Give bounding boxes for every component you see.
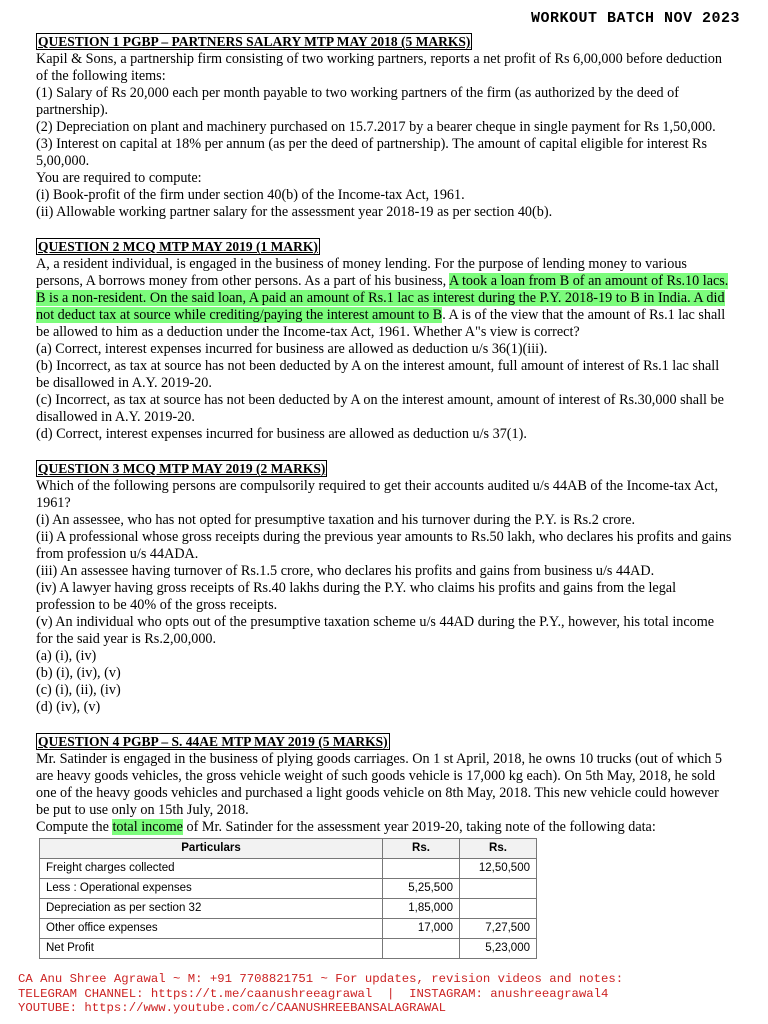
table-row (40, 859, 537, 879)
column-header-particulars: Particulars (40, 839, 383, 859)
footer-contact-line: CA Anu Shree Agrawal ~ M: +91 7708821751 ~ For updates, revision videos and notes: (18, 972, 624, 986)
q4-compute-end: of Mr. Satinder for the assessment year 2019-20, taking note of the following data: (182, 819, 656, 835)
table-cell: 5,23,000 (460, 939, 537, 959)
question-4-heading: QUESTION 4 PGBP – S. 44AE MTP MAY 2019 (5 MARKS) (38, 734, 388, 749)
q1-line: You are required to compute: (36, 170, 202, 186)
q3-option: (c) (i), (ii), (iv) (36, 682, 121, 698)
table-cell (460, 879, 537, 899)
page-header-title: WORKOUT BATCH NOV 2023 (530, 10, 740, 27)
table-cell: 1,85,000 (383, 899, 460, 919)
question-1-heading: QUESTION 1 PGBP – PARTNERS SALARY MTP MAY 2018 (5 MARKS) (38, 34, 471, 49)
table-header-row (40, 839, 537, 859)
document-body (36, 33, 734, 959)
q2-option: (b) Incorrect, as tax at source has not been deducted by A on the interest amount, full amount of interest of Rs.1 lac shall be disallowed in A.Y. 2019-20. (36, 358, 720, 391)
q2-intro (36, 256, 734, 341)
table-row (40, 939, 537, 959)
q1-line: Kapil & Sons, a partnership firm consisting of two working partners, reports a net profit of Rs 6,00,000 before deduction of the following items: (36, 51, 722, 84)
q4-intro: Mr. Satinder is engaged in the business of plying goods carriages. On 1 st April, 2018, he owns 10 trucks (out of which 5 are heavy goods vehicles, the gross vehicle weight of such goods vehicle is 17,000 kg each). On 5th May, 2018, he sold one of the heavy goods vehicles and purchased a light goods vehicle on 8th May, 2018. This new vehicle could however be put to use only on 15th July, 2018. (36, 751, 723, 818)
table-row (40, 879, 537, 899)
q3-line: (v) An individual who opts out of the presumptive taxation scheme u/s 44AD during the P.Y., however, his total income for the said year is Rs.2,00,000. (36, 614, 715, 647)
q4-compute (36, 819, 734, 836)
table-cell (383, 859, 460, 879)
q2-intro-start: A, a resident individual, is engaged in the business of money lending. For the purpose of lending money to various persons, A borrows money from other persons. As a part of his business, (36, 256, 687, 289)
question-1 (36, 33, 734, 221)
question-3 (36, 460, 734, 716)
q2-intro-end: . A is of the view that the amount of Rs.1 lac shall be allowed to him as a deduction under the Income-tax Act, 1961. Whether A"s view is correct? (36, 307, 726, 340)
q3-option: (b) (i), (iv), (v) (36, 665, 121, 681)
question-2-heading: QUESTION 2 MCQ MTP MAY 2019 (1 MARK) (38, 239, 318, 254)
question-3-heading: QUESTION 3 MCQ MTP MAY 2019 (2 MARKS) (38, 461, 326, 476)
table-cell (383, 939, 460, 959)
q3-line: Which of the following persons are compulsorily required to get their accounts audited u/s 44AB of the Income-tax Act, 1961? (36, 478, 718, 511)
table-cell: 12,50,500 (460, 859, 537, 879)
footer-youtube-line: YOUTUBE: https://www.youtube.com/c/CAANUSHREEBANSALAGRAWAL (18, 1001, 447, 1015)
q3-line: (iii) An assessee having turnover of Rs.1.5 crore, who declares his profits and gains from business u/s 44AD. (36, 563, 655, 579)
q3-option: (a) (i), (iv) (36, 648, 97, 664)
q2-option: (d) Correct, interest expenses incurred for business are allowed as deduction u/s 37(1). (36, 426, 527, 442)
question-2 (36, 238, 734, 443)
q3-option: (d) (iv), (v) (36, 699, 101, 715)
table-row (40, 899, 537, 919)
q1-line: (ii) Allowable working partner salary for the assessment year 2018-19 as per section 40(b). (36, 204, 553, 220)
table-cell: 7,27,500 (460, 919, 537, 939)
question-4 (36, 733, 734, 959)
table-cell: Net Profit (40, 939, 383, 959)
q3-line: (ii) A professional whose gross receipts during the previous year amounts to Rs.50 lakh, who declares his profits and gains from profession u/s 44ADA. (36, 529, 732, 562)
q1-line: (3) Interest on capital at 18% per annum (as per the deed of partnership). The amount of capital eligible for interest Rs 5,00,000. (36, 136, 708, 169)
table-cell: 17,000 (383, 919, 460, 939)
table-cell: Depreciation as per section 32 (40, 899, 383, 919)
q1-line: (i) Book-profit of the firm under section 40(b) of the Income-tax Act, 1961. (36, 187, 465, 203)
footer-social-line: TELEGRAM CHANNEL: https://t.me/caanushreeagrawal | INSTAGRAM: anushreeagrawal4 (18, 986, 609, 1001)
q4-highlighted-text: total income (112, 819, 183, 835)
q1-line: (2) Depreciation on plant and machinery purchased on 15.7.2017 by a bearer cheque in single payment for Rs 1,50,000. (36, 119, 716, 135)
q2-option: (a) Correct, interest expenses incurred for business are allowed as deduction u/s 36(1)(iii). (36, 341, 548, 357)
profit-table (39, 838, 537, 959)
q3-line: (i) An assessee, who has not opted for presumptive taxation and his turnover during the P.Y. is Rs.2 crore. (36, 512, 636, 528)
table-cell (460, 899, 537, 919)
column-header-rs-1: Rs. (383, 839, 460, 859)
table-cell: Other office expenses (40, 919, 383, 939)
table-cell: Freight charges collected (40, 859, 383, 879)
q3-line: (iv) A lawyer having gross receipts of Rs.40 lakhs during the P.Y. who claims his profits and gains from the legal profession to be 40% of the gross receipts. (36, 580, 677, 613)
table-row (40, 919, 537, 939)
q1-line: (1) Salary of Rs 20,000 each per month payable to two working partners of the firm (as authorized by the deed of partnership). (36, 85, 679, 118)
q2-option: (c) Incorrect, as tax at source has not been deducted by A on the interest amount, amount of interest of Rs.30,000 shall be disallowed in A.Y. 2019-20. (36, 392, 724, 425)
q4-compute-start: Compute the (36, 819, 113, 835)
page-footer (18, 972, 758, 1016)
q2-highlighted-text: A took a loan from B of an amount of Rs.10 lacs. B is a non-resident. On the said loan, A paid an amount of Rs.1 lac as interest during the P.Y. 2018-19 to B in India. A did not deduct tax at source while crediting/paying the interest amount to B (36, 273, 729, 323)
table-cell: 5,25,500 (383, 879, 460, 899)
column-header-rs-2: Rs. (460, 839, 537, 859)
table-cell: Less : Operational expenses (40, 879, 383, 899)
